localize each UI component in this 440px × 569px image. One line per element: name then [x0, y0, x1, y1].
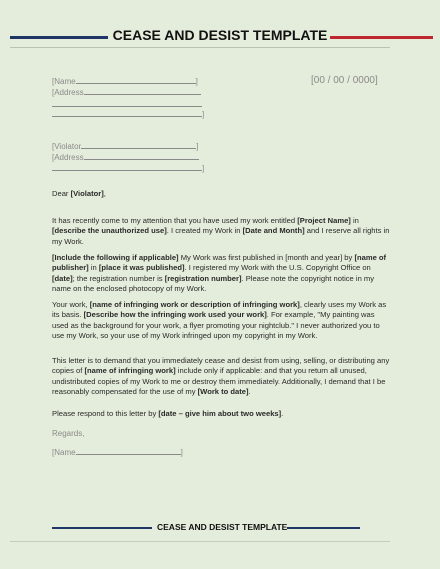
violator-address-rule-2 — [52, 163, 205, 173]
page-title: CEASE AND DESIST TEMPLATE — [112, 27, 328, 43]
violator-address-rule — [84, 152, 199, 160]
signature-name-rule — [76, 447, 181, 455]
para3-text-1: Your work, — [52, 300, 90, 309]
closing: Regards, — [52, 429, 85, 438]
signature-name-end: ] — [180, 448, 183, 457]
salutation-comma: , — [103, 189, 106, 198]
para2-text-1: My Work was first published in [month and year] by — [178, 253, 355, 262]
sender-address-line3[interactable] — [52, 109, 204, 120]
para5-text-2: . — [281, 409, 284, 418]
footer-line-left — [52, 527, 152, 529]
violator-address-line2[interactable] — [52, 163, 204, 174]
footer-line-right — [287, 527, 360, 529]
header-line-right — [330, 36, 433, 39]
sender-name-field[interactable] — [52, 76, 198, 87]
para1-text-4: and I reserve all rights in my Work. — [52, 226, 390, 246]
sender-address-rule-2 — [52, 99, 202, 107]
sender-address-end: ] — [202, 110, 205, 119]
para5-text-1: Please respond to this letter by — [52, 409, 159, 418]
violator-address-label: [Address — [52, 153, 84, 162]
sender-address-field[interactable] — [52, 87, 201, 98]
paragraph-infringement — [52, 300, 390, 342]
para4-text-3: . — [248, 387, 251, 397]
sender-name-label: [Name — [52, 77, 76, 86]
para2-publisher: [name of publisher] — [52, 253, 387, 273]
para2-date: [date] — [52, 273, 73, 283]
para4-text-2: include only if applicable: and that you return all unused, undistributed copies of my Work to me or destroy them immediately. Additionally, I demand that I be reasonably compensated for the use of my — [52, 366, 386, 397]
para3-text-2: , clearly uses my Work as its basis. — [52, 300, 387, 320]
para5-deadline: [date – give him about two weeks] — [158, 409, 282, 418]
paragraph-demand — [52, 356, 390, 398]
para1-date-month: [Date and Month] — [242, 226, 305, 236]
para1-text-2: in — [350, 216, 359, 225]
sender-name-end: ] — [195, 77, 198, 86]
salutation-dear: Dear — [52, 189, 71, 198]
para2-text-2: in — [88, 263, 99, 273]
footer-title: CEASE AND DESIST TEMPLATE — [157, 522, 288, 532]
para3-describe-usage: [Describe how the infringing work used your work] — [83, 310, 267, 320]
para4-text-1: This letter is to demand that you immediately cease and desist from using, selling, or distributing any copies of — [52, 356, 390, 376]
para2-text-4: ; the registration number is — [72, 273, 165, 283]
para4-infringing-work: [name of infringing work] — [84, 366, 176, 376]
paragraph-publication — [52, 253, 390, 295]
signature-name-field[interactable] — [52, 447, 183, 458]
sender-address-label: [Address — [52, 88, 84, 97]
salutation-name: [Violator] — [70, 189, 104, 198]
violator-name-label: [Violator — [52, 142, 82, 151]
violator-address-field[interactable] — [52, 152, 199, 163]
para3-text-3: . For example, "My painting was used as the background for your work, a flyer promoting your nightclub." I never authorized you to use my Work, so your use of my Work infringed upon my copyright in my Work. — [52, 310, 380, 341]
para1-text-3: . I created my Work in — [166, 226, 243, 236]
para3-infringing-work: [name of infringing work or description of infringing work] — [89, 300, 300, 309]
sender-name-rule — [76, 76, 196, 84]
signature-name-label: [Name — [52, 448, 76, 457]
para2-registration-number: [registration number] — [164, 273, 242, 283]
sender-address-rule — [84, 87, 201, 95]
salutation — [52, 189, 390, 199]
header-underline — [10, 47, 390, 48]
para2-text-5: . Please note the copyright notice in my name on the enclosed photocopy of my Work. — [52, 273, 375, 294]
paragraph-respond — [52, 409, 390, 419]
violator-name-field[interactable] — [52, 141, 198, 152]
violator-address-end: ] — [202, 164, 205, 173]
para2-text-3: . I registered my Work with the U.S. Copyright Office on — [184, 263, 371, 273]
violator-name-end: ] — [196, 142, 199, 151]
sender-address-rule-3 — [52, 109, 205, 119]
date-placeholder[interactable]: [00 / 00 / 0000] — [311, 75, 378, 86]
para1-text-1: It has recently come to my attention that you have used my work entitled — [52, 216, 298, 225]
para1-unauthorized-use: [describe the unauthorized use] — [52, 226, 167, 236]
para2-place: [place it was published] — [98, 263, 185, 273]
para4-work-to-date: [Work to date] — [197, 387, 249, 397]
violator-name-rule — [81, 141, 199, 151]
footer-bottom-line — [10, 541, 390, 542]
paragraph-attention — [52, 216, 390, 247]
para1-project-name: [Project Name] — [297, 216, 351, 225]
para2-include-note: [Include the following if applicable] — [52, 253, 179, 262]
